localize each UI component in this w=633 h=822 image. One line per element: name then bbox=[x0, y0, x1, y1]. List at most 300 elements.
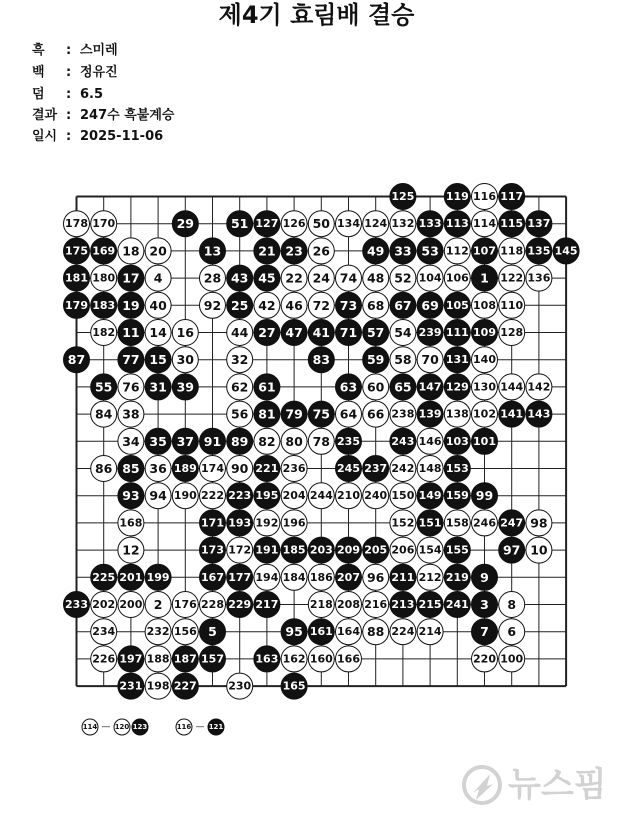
move-number: 98 bbox=[530, 515, 548, 531]
move-number: 212 bbox=[418, 570, 442, 584]
move-number: 230 bbox=[228, 679, 252, 693]
move-number: 109 bbox=[473, 326, 496, 339]
black-stone bbox=[118, 347, 144, 373]
white-stone bbox=[91, 619, 117, 645]
move-number: 234 bbox=[92, 625, 116, 639]
white-stone bbox=[336, 265, 362, 291]
black-stone bbox=[308, 347, 334, 373]
info-value: 247수 흑불계승 bbox=[80, 108, 175, 123]
white-stone bbox=[444, 401, 470, 427]
white-stone bbox=[499, 592, 525, 618]
white-stone bbox=[336, 646, 362, 672]
black-stone bbox=[417, 292, 443, 318]
black-stone bbox=[281, 619, 307, 645]
black-stone bbox=[390, 374, 416, 400]
white-stone bbox=[417, 347, 443, 373]
black-stone bbox=[254, 320, 280, 346]
black-stone bbox=[444, 347, 470, 373]
white-stone bbox=[308, 483, 334, 509]
white-stone bbox=[227, 456, 253, 482]
black-stone bbox=[472, 619, 498, 645]
move-number: 140 bbox=[473, 353, 496, 367]
black-stone bbox=[472, 238, 498, 264]
move-number: 195 bbox=[255, 489, 279, 503]
black-stone bbox=[390, 564, 416, 590]
move-number: 228 bbox=[201, 598, 224, 611]
move-number: 229 bbox=[228, 598, 252, 611]
black-stone bbox=[227, 265, 253, 291]
move-number: 183 bbox=[92, 298, 116, 312]
move-number: 246 bbox=[473, 516, 496, 530]
black-stone bbox=[64, 347, 90, 373]
info-value: 6.5 bbox=[80, 87, 104, 102]
move-number: 171 bbox=[201, 516, 224, 530]
white-stone bbox=[308, 428, 334, 454]
white-stone bbox=[281, 510, 307, 536]
move-number: 185 bbox=[282, 543, 306, 557]
move-number: 206 bbox=[391, 543, 415, 557]
white-stone bbox=[176, 719, 192, 735]
black-stone bbox=[200, 238, 226, 264]
black-stone bbox=[444, 456, 470, 482]
white-stone bbox=[281, 428, 307, 454]
info-value: 2025-11-06 bbox=[80, 129, 164, 144]
move-number: 144 bbox=[500, 380, 524, 394]
white-stone bbox=[281, 564, 307, 590]
move-number: 93 bbox=[122, 488, 140, 504]
black-stone bbox=[363, 238, 389, 264]
white-stone bbox=[91, 211, 117, 237]
move-number: 203 bbox=[309, 543, 333, 557]
move-number: 219 bbox=[445, 570, 469, 584]
move-number: 194 bbox=[255, 570, 279, 584]
white-stone bbox=[200, 483, 226, 509]
white-stone bbox=[114, 719, 130, 735]
move-number: 174 bbox=[201, 462, 224, 475]
move-number: 35 bbox=[149, 433, 167, 449]
black-stone bbox=[254, 592, 280, 618]
black-stone bbox=[200, 510, 226, 536]
black-stone bbox=[91, 292, 117, 318]
move-number: 83 bbox=[312, 352, 331, 368]
white-stone bbox=[118, 428, 144, 454]
white-stone bbox=[145, 292, 171, 318]
white-stone bbox=[118, 238, 144, 264]
move-number: 53 bbox=[421, 243, 439, 259]
white-stone bbox=[363, 619, 389, 645]
move-number: 13 bbox=[203, 243, 222, 259]
move-number: 73 bbox=[339, 297, 358, 313]
move-number: 242 bbox=[391, 462, 415, 475]
black-stone bbox=[444, 374, 470, 400]
black-stone bbox=[336, 292, 362, 318]
move-number: 69 bbox=[421, 297, 439, 313]
move-number: 247 bbox=[500, 516, 524, 530]
move-number: 204 bbox=[282, 489, 306, 503]
move-number: 44 bbox=[230, 325, 249, 340]
black-stone bbox=[200, 537, 226, 563]
white-stone bbox=[118, 374, 144, 400]
move-number: 222 bbox=[201, 489, 224, 503]
white-stone bbox=[417, 619, 443, 645]
white-stone bbox=[145, 238, 171, 264]
move-number: 163 bbox=[255, 652, 279, 666]
move-number: 22 bbox=[285, 270, 303, 286]
move-number: 235 bbox=[337, 434, 360, 448]
move-number: 176 bbox=[173, 598, 197, 611]
white-stone bbox=[390, 537, 416, 563]
move-number: 77 bbox=[122, 352, 140, 368]
move-number: 6 bbox=[507, 624, 517, 640]
move-number: 145 bbox=[554, 244, 578, 258]
white-stone bbox=[417, 265, 443, 291]
white-stone bbox=[390, 401, 416, 427]
move-number: 172 bbox=[228, 543, 252, 557]
black-stone bbox=[336, 320, 362, 346]
white-stone bbox=[172, 483, 198, 509]
move-number: 197 bbox=[119, 652, 143, 666]
move-number: 68 bbox=[366, 297, 385, 313]
black-stone bbox=[227, 211, 253, 237]
move-number: 101 bbox=[473, 434, 496, 448]
move-number: 64 bbox=[339, 406, 358, 422]
move-number: 33 bbox=[394, 243, 412, 259]
move-number: 199 bbox=[146, 570, 170, 584]
white-stone bbox=[526, 265, 552, 291]
ko-notes bbox=[72, 716, 272, 738]
white-stone bbox=[390, 510, 416, 536]
black-stone bbox=[499, 537, 525, 563]
black-stone bbox=[499, 401, 525, 427]
move-number: 18 bbox=[122, 243, 140, 259]
black-stone bbox=[363, 537, 389, 563]
white-stone bbox=[118, 510, 144, 536]
move-number: 85 bbox=[122, 461, 140, 476]
move-number: 37 bbox=[176, 433, 195, 449]
white-stone bbox=[444, 510, 470, 536]
black-stone bbox=[118, 456, 144, 482]
move-number: 117 bbox=[500, 190, 524, 203]
black-stone bbox=[472, 265, 498, 291]
black-stone bbox=[472, 564, 498, 590]
move-number: 154 bbox=[418, 543, 442, 557]
black-stone bbox=[390, 238, 416, 264]
white-stone bbox=[363, 564, 389, 590]
move-number: 130 bbox=[473, 380, 496, 394]
move-number: 3 bbox=[480, 597, 489, 612]
black-stone bbox=[281, 537, 307, 563]
black-stone bbox=[363, 347, 389, 373]
move-number: 112 bbox=[445, 244, 469, 258]
black-stone bbox=[390, 592, 416, 618]
move-number: 23 bbox=[285, 243, 303, 259]
move-number: 175 bbox=[65, 244, 88, 258]
move-number: 132 bbox=[391, 217, 415, 231]
black-stone bbox=[390, 184, 416, 210]
black-stone bbox=[390, 428, 416, 454]
info-separator: : bbox=[66, 129, 72, 144]
move-number: 167 bbox=[201, 570, 224, 584]
info-separator: : bbox=[66, 65, 72, 80]
move-number: 47 bbox=[285, 325, 303, 340]
move-number: 103 bbox=[445, 434, 469, 448]
black-stone bbox=[308, 401, 334, 427]
black-stone bbox=[417, 238, 443, 264]
move-number: 129 bbox=[445, 380, 469, 394]
watermark-text: 뉴스핌 bbox=[508, 765, 607, 805]
ko-dash: — bbox=[101, 722, 111, 732]
black-stone bbox=[227, 292, 253, 318]
move-number: 157 bbox=[201, 652, 224, 666]
move-number: 111 bbox=[445, 326, 469, 339]
white-stone bbox=[172, 619, 198, 645]
white-stone bbox=[472, 374, 498, 400]
black-stone bbox=[308, 320, 334, 346]
white-stone bbox=[363, 292, 389, 318]
black-stone bbox=[227, 428, 253, 454]
move-number: 104 bbox=[418, 271, 442, 285]
white-stone bbox=[526, 537, 552, 563]
move-number: 146 bbox=[418, 434, 442, 448]
move-number: 226 bbox=[92, 652, 116, 666]
move-number: 236 bbox=[282, 462, 306, 475]
move-number: 81 bbox=[258, 406, 276, 422]
white-stone bbox=[281, 265, 307, 291]
black-stone bbox=[200, 564, 226, 590]
white-stone bbox=[118, 592, 144, 618]
black-stone bbox=[64, 292, 90, 318]
white-stone bbox=[200, 592, 226, 618]
move-number: 20 bbox=[149, 243, 167, 259]
white-stone bbox=[390, 320, 416, 346]
newspim-logo-icon bbox=[460, 762, 504, 808]
move-number: 128 bbox=[500, 326, 524, 339]
info-label: 일시 bbox=[32, 129, 58, 144]
move-number: 97 bbox=[502, 542, 521, 558]
black-stone bbox=[227, 483, 253, 509]
move-number: 231 bbox=[119, 679, 143, 693]
move-number: 116 bbox=[176, 723, 192, 731]
move-number: 158 bbox=[445, 516, 469, 530]
white-stone bbox=[390, 347, 416, 373]
white-stone bbox=[336, 592, 362, 618]
black-stone bbox=[499, 211, 525, 237]
black-stone bbox=[417, 401, 443, 427]
move-number: 187 bbox=[173, 652, 197, 666]
move-number: 245 bbox=[337, 462, 360, 475]
move-number: 142 bbox=[527, 380, 551, 394]
move-number: 151 bbox=[418, 516, 442, 530]
move-number: 71 bbox=[339, 325, 358, 340]
black-stone bbox=[172, 374, 198, 400]
move-number: 110 bbox=[500, 298, 524, 312]
info-separator: : bbox=[66, 43, 72, 58]
black-stone bbox=[336, 428, 362, 454]
move-number: 8 bbox=[507, 597, 517, 612]
black-stone bbox=[172, 456, 198, 482]
white-stone bbox=[145, 619, 171, 645]
move-number: 24 bbox=[312, 270, 331, 286]
black-stone bbox=[444, 292, 470, 318]
move-number: 100 bbox=[500, 652, 524, 666]
black-stone bbox=[336, 456, 362, 482]
black-stone bbox=[64, 265, 90, 291]
move-number: 80 bbox=[285, 433, 303, 449]
white-stone bbox=[145, 673, 171, 699]
move-number: 114 bbox=[82, 723, 98, 731]
move-number: 62 bbox=[230, 379, 249, 395]
move-number: 56 bbox=[230, 406, 249, 422]
move-number: 15 bbox=[149, 352, 167, 368]
move-number: 82 bbox=[258, 433, 276, 449]
move-number: 135 bbox=[527, 244, 551, 258]
move-number: 211 bbox=[391, 570, 415, 584]
white-stone bbox=[227, 401, 253, 427]
white-stone bbox=[308, 238, 334, 264]
white-stone bbox=[145, 646, 171, 672]
move-number: 217 bbox=[255, 598, 279, 611]
move-number: 49 bbox=[366, 243, 385, 259]
move-number: 99 bbox=[475, 488, 494, 504]
move-number: 74 bbox=[339, 270, 358, 286]
move-number: 141 bbox=[500, 407, 524, 421]
black-stone bbox=[526, 211, 552, 237]
move-number: 232 bbox=[146, 625, 170, 639]
info-value: 스미레 bbox=[80, 43, 118, 58]
move-number: 134 bbox=[337, 217, 360, 231]
black-stone bbox=[145, 428, 171, 454]
move-number: 188 bbox=[146, 652, 170, 666]
move-number: 41 bbox=[312, 325, 331, 340]
white-stone bbox=[281, 483, 307, 509]
move-number: 184 bbox=[282, 570, 306, 584]
black-stone bbox=[281, 401, 307, 427]
move-number: 162 bbox=[282, 652, 306, 666]
black-stone bbox=[254, 537, 280, 563]
move-number: 214 bbox=[418, 625, 442, 639]
black-stone bbox=[308, 619, 334, 645]
move-number: 57 bbox=[366, 325, 385, 340]
move-number: 244 bbox=[309, 489, 333, 503]
move-number: 50 bbox=[312, 216, 331, 232]
black-stone bbox=[118, 483, 144, 509]
white-stone bbox=[227, 537, 253, 563]
move-number: 148 bbox=[418, 462, 442, 475]
info-separator: : bbox=[66, 87, 72, 102]
white-stone bbox=[254, 510, 280, 536]
move-number: 149 bbox=[418, 489, 442, 503]
move-number: 210 bbox=[337, 489, 360, 503]
move-number: 55 bbox=[94, 379, 113, 395]
white-stone bbox=[281, 456, 307, 482]
white-stone bbox=[499, 292, 525, 318]
move-number: 209 bbox=[337, 543, 360, 557]
move-number: 223 bbox=[228, 489, 252, 503]
move-number: 139 bbox=[418, 407, 442, 421]
white-stone bbox=[472, 347, 498, 373]
white-stone bbox=[308, 211, 334, 237]
white-stone bbox=[254, 428, 280, 454]
white-stone bbox=[91, 320, 117, 346]
white-stone bbox=[390, 483, 416, 509]
move-number: 67 bbox=[394, 297, 412, 313]
move-number: 166 bbox=[337, 652, 360, 666]
white-stone bbox=[336, 401, 362, 427]
white-stone bbox=[390, 265, 416, 291]
move-number: 193 bbox=[228, 516, 252, 530]
move-number: 63 bbox=[339, 379, 358, 395]
move-number: 60 bbox=[366, 379, 385, 395]
move-number: 46 bbox=[285, 297, 303, 313]
white-stone bbox=[417, 428, 443, 454]
move-number: 221 bbox=[255, 462, 279, 475]
move-number: 136 bbox=[527, 271, 551, 285]
white-stone bbox=[227, 320, 253, 346]
black-stone bbox=[444, 428, 470, 454]
black-stone bbox=[281, 238, 307, 264]
move-number: 89 bbox=[230, 433, 249, 449]
black-stone bbox=[254, 401, 280, 427]
white-stone bbox=[526, 510, 552, 536]
white-stone bbox=[200, 456, 226, 482]
white-stone bbox=[308, 592, 334, 618]
black-stone bbox=[526, 238, 552, 264]
info-label: 백 bbox=[32, 65, 45, 80]
move-number: 123 bbox=[132, 723, 148, 731]
move-number: 191 bbox=[255, 543, 279, 557]
move-number: 153 bbox=[445, 462, 469, 475]
white-stone bbox=[308, 265, 334, 291]
move-number: 28 bbox=[203, 270, 222, 286]
white-stone bbox=[145, 320, 171, 346]
black-stone bbox=[499, 510, 525, 536]
black-stone bbox=[472, 320, 498, 346]
move-number: 138 bbox=[445, 407, 469, 421]
move-number: 179 bbox=[65, 298, 88, 312]
move-number: 76 bbox=[122, 379, 140, 395]
white-stone bbox=[363, 592, 389, 618]
move-number: 164 bbox=[337, 625, 360, 639]
white-stone bbox=[472, 292, 498, 318]
move-number: 95 bbox=[285, 624, 303, 640]
move-number: 16 bbox=[176, 325, 195, 340]
move-number: 30 bbox=[176, 352, 195, 368]
white-stone bbox=[417, 537, 443, 563]
black-stone bbox=[118, 265, 144, 291]
white-stone bbox=[417, 564, 443, 590]
white-stone bbox=[308, 646, 334, 672]
white-stone bbox=[444, 265, 470, 291]
move-number: 61 bbox=[258, 379, 276, 395]
move-number: 45 bbox=[258, 270, 276, 286]
black-stone bbox=[281, 673, 307, 699]
black-stone bbox=[526, 401, 552, 427]
move-number: 2 bbox=[153, 597, 163, 612]
move-number: 84 bbox=[94, 406, 113, 422]
move-number: 54 bbox=[394, 325, 412, 340]
white-stone bbox=[390, 619, 416, 645]
black-stone bbox=[444, 483, 470, 509]
info-value: 정유진 bbox=[80, 65, 118, 80]
info-label: 흑 bbox=[32, 43, 45, 58]
white-stone bbox=[336, 211, 362, 237]
move-number: 39 bbox=[176, 379, 195, 395]
move-number: 87 bbox=[67, 352, 86, 368]
white-stone bbox=[363, 483, 389, 509]
white-stone bbox=[281, 292, 307, 318]
black-stone bbox=[553, 238, 579, 264]
move-number: 19 bbox=[122, 297, 140, 313]
